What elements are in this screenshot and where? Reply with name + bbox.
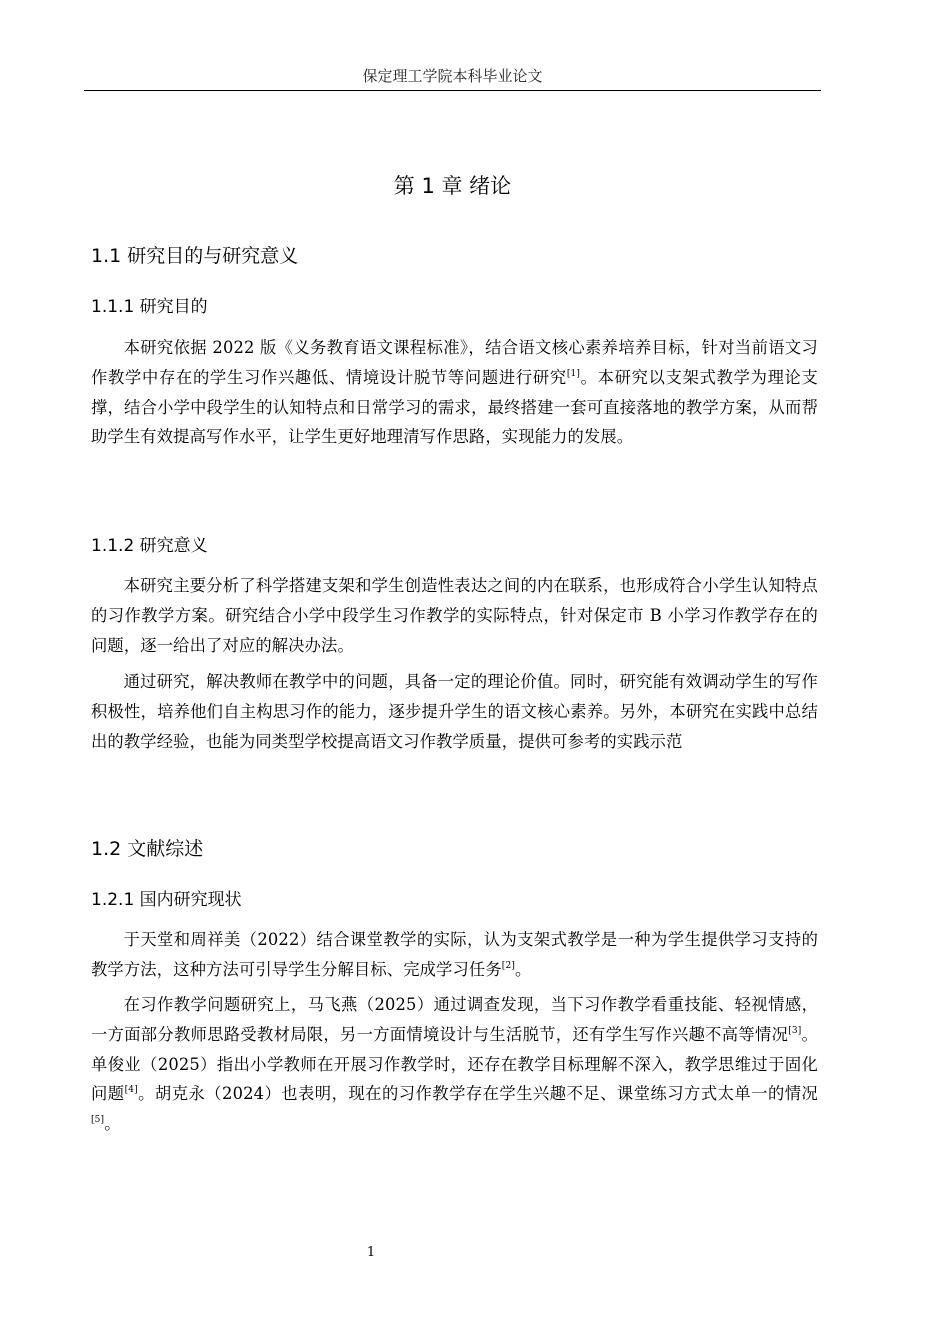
paragraph-text: 。单俊业（2025）指出小学教师在开展习作教学时，还存在教学目标理解不深入，教学思维过于固化问题 [91,1024,818,1104]
paragraph-text: 。胡克永（2024）也表明，现在的习作教学存在学生兴趣不足、课堂练习方式太单一的情况 [137,1084,818,1104]
citation-ref[interactable]: [1] [566,368,581,379]
citation-ref[interactable]: [3] [788,1025,802,1036]
paragraph-text: 在习作教学问题研究上，马飞燕（2025）通过调查发现，当下习作教学看重技能、轻视情感，一方面部分教师思路受教材局限，另一方面情境设计与生活脱节，还有学生写作兴趣不高等情况 [91,995,818,1044]
header-divider [84,90,821,91]
paragraph-significance-2: 通过研究，解决教师在教学中的问题，具备一定的理论价值。同时，研究能有效调动学生的写作积极性，培养他们自主构思习作的能力，逐步提升学生的语文核心素养。另外，本研究在实践中总结出的教学经验，也能为同类型学校提高语文习作教学质量，提供可参考的实践示范 [91,672,818,751]
subsection-heading-1-1-2: 1.1.2 研究意义 [91,536,208,556]
subsection-heading-1-2-1: 1.2.1 国内研究现状 [91,890,242,910]
paragraph-significance-1: 本研究主要分析了科学搭建支架和学生创造性表达之间的内在联系，也形成符合小学生认知特点的习作教学方案。研究结合小学中段学生习作教学的实际特点，针对保定市 B 小学习作教学存在的问题，逐一给出了对应的解决办法。 [91,576,818,655]
paragraph-text: 。 [515,959,532,979]
section-heading-1-1: 1.1 研究目的与研究意义 [91,245,299,267]
citation-ref[interactable]: [2] [501,960,515,971]
paragraph-research-purpose [91,333,818,452]
section-heading-1-2: 1.2 文献综述 [91,838,204,860]
paragraph-text: 。本研究以支架式教学为理论支撑，结合小学中段学生的认知特点和日常学习的需求，最终搭建一套可直接落地的教学方案，从而帮助学生有效提高写作水平，让学生更好地理清写作思路，实现能力的发展。 [91,367,818,447]
citation-ref[interactable]: [4] [124,1085,138,1096]
paragraph-domestic-2 [91,990,818,1139]
paragraph-domestic-1 [91,925,818,985]
chapter-title: 第 1 章 绪论 [393,174,512,198]
running-header: 保定理工学院本科毕业论文 [362,67,543,85]
page-number: 1 [366,1245,376,1260]
citation-ref[interactable]: [5] [91,1115,105,1126]
paragraph-text: 。 [104,1114,121,1134]
subsection-heading-1-1-1: 1.1.1 研究目的 [91,297,208,317]
paragraph-text: 本研究依据 2022 版《义务教育语文课程标准》，结合语文核心素养培养目标，针对当前语文习作教学中存在的学生习作兴趣低、情境设计脱节等问题进行研究 [91,338,818,387]
paragraph-text: 于天堂和周祥美（2022）结合课堂教学的实际，认为支架式教学是一种为学生提供学习支持的教学方法，这种方法可引导学生分解目标、完成学习任务 [91,930,818,979]
